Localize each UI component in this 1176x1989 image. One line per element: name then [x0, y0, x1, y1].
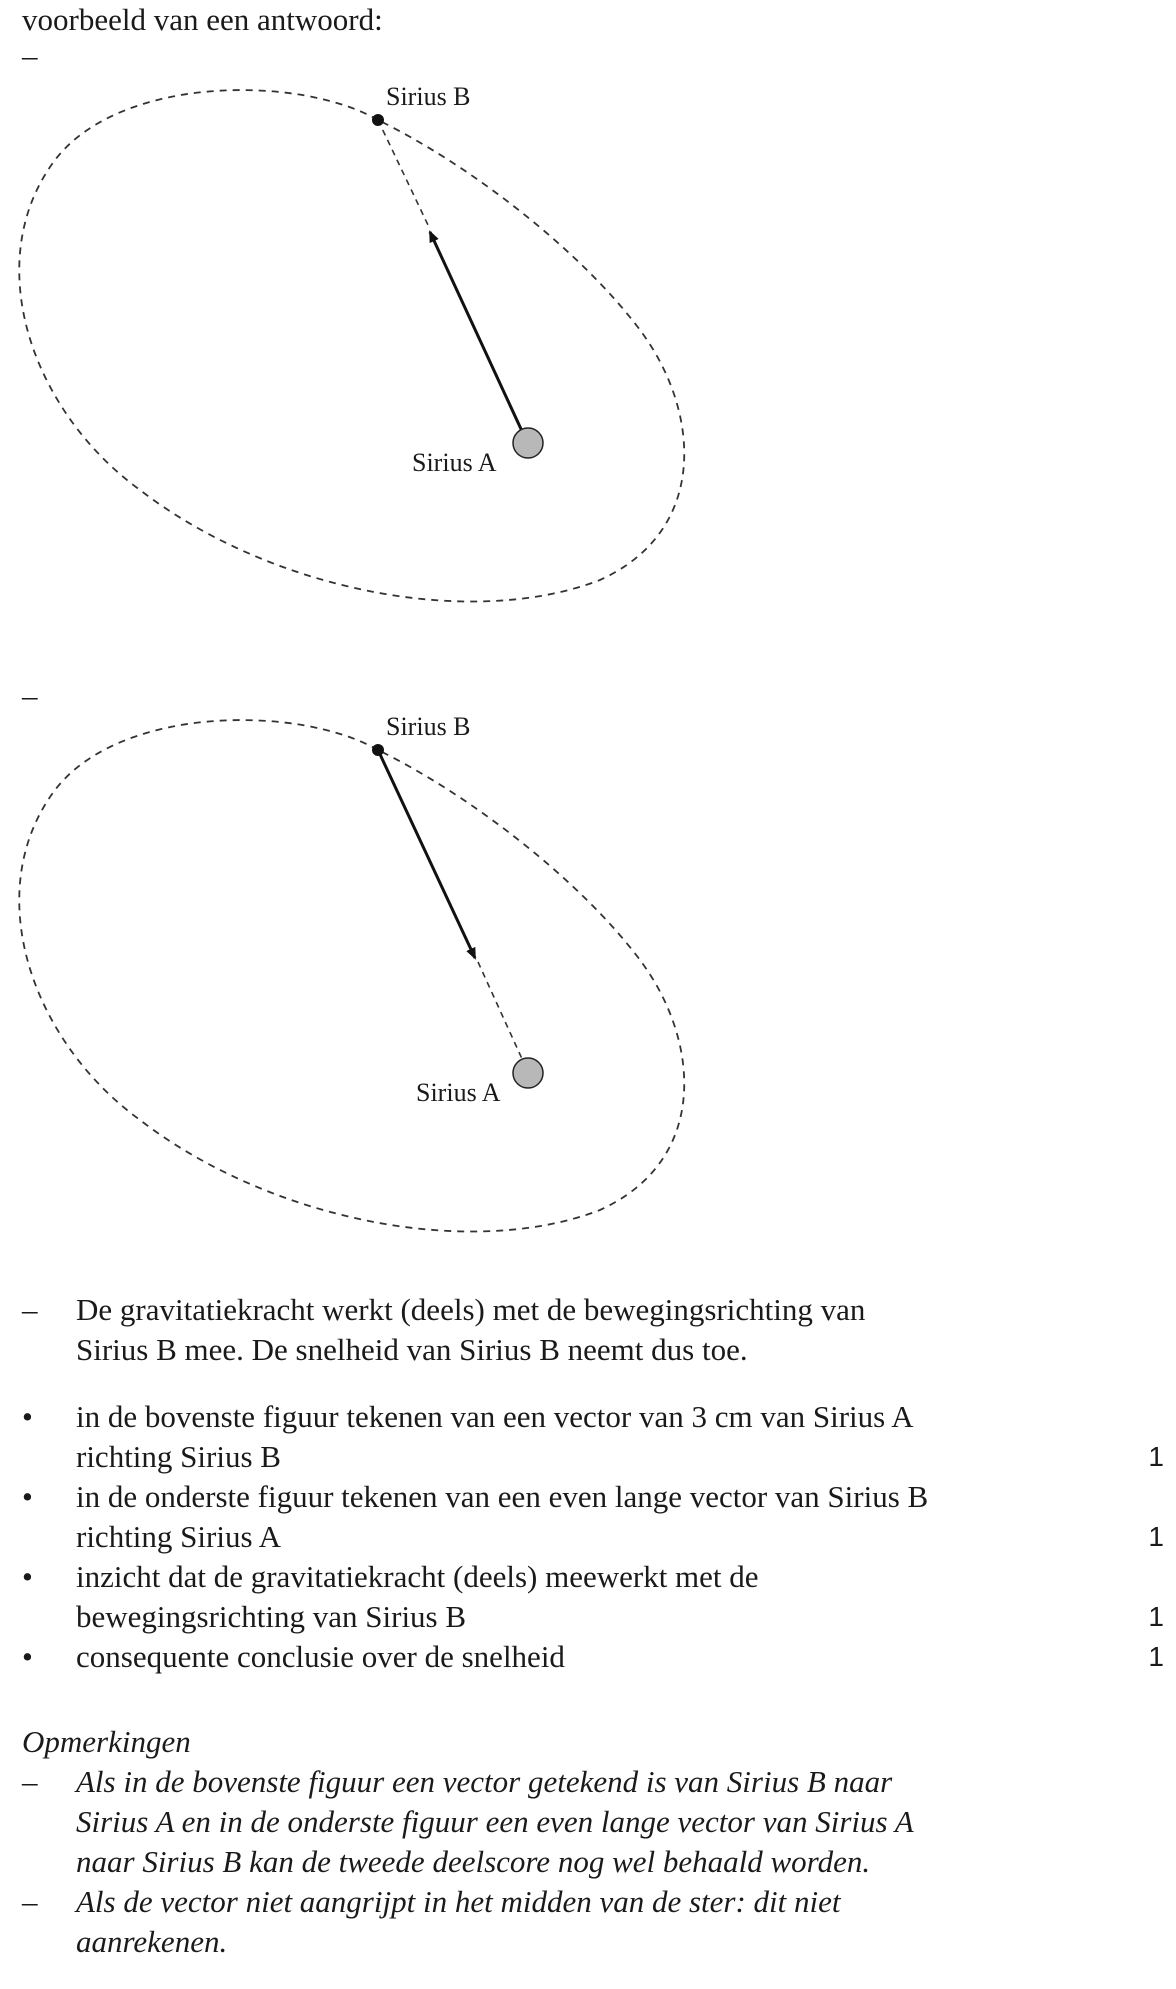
- dash-marker-top-figure: –: [22, 38, 38, 73]
- orbit-diagram-top: [0, 70, 720, 640]
- sirius-b-label: Sirius B: [386, 82, 471, 111]
- criterion-score: 1: [1148, 1641, 1164, 1672]
- criterion-item: [0, 1557, 1176, 1637]
- gravity-vector-arrow: [378, 750, 475, 958]
- conclusion-block: [0, 1290, 1176, 1370]
- bullet-marker: •: [22, 1559, 33, 1594]
- remark-dash: –: [22, 1884, 38, 1919]
- remark-line-2: aanrekenen.: [76, 1924, 228, 1959]
- dash-marker-bottom-figure: –: [22, 678, 38, 713]
- orbit-figure-bottom: [0, 700, 720, 1270]
- criterion-line-1: in de bovenste figuur tekenen van een vector van 3 cm van Sirius A: [76, 1399, 914, 1434]
- connector-line: [478, 962, 528, 1072]
- bullet-marker: •: [22, 1479, 33, 1514]
- gravity-vector-arrow: [430, 232, 527, 442]
- remark-line-1: Als de vector niet aangrijpt in het midden van de ster: dit niet: [76, 1884, 841, 1919]
- criterion-line-2: bewegingsrichting van Sirius B: [76, 1599, 467, 1634]
- criterion-line-2: richting Sirius B: [76, 1439, 281, 1474]
- remark-item: [0, 1762, 1176, 1882]
- bullet-marker: •: [22, 1399, 33, 1434]
- sirius-b-label: Sirius B: [386, 712, 471, 741]
- remark-line-1: Als in de bovenste figuur een vector getekend is van Sirius B naar: [76, 1764, 893, 1799]
- criterion-score: 1: [1148, 1521, 1164, 1552]
- conclusion-line-1: De gravitatiekracht werkt (deels) met de bewegingsrichting van: [76, 1292, 866, 1327]
- sirius-a-star: [513, 1058, 543, 1088]
- criterion-line-2: richting Sirius A: [76, 1519, 281, 1554]
- orbit-figure-top: [0, 70, 720, 640]
- remark-line-2: Sirius A en in de onderste figuur een even lange vector van Sirius A: [76, 1804, 914, 1839]
- intro-text: voorbeeld van een antwoord:: [22, 2, 383, 37]
- criterion-item: [0, 1397, 1176, 1477]
- sirius-b-star: [372, 744, 384, 756]
- criterion-score: 1: [1148, 1601, 1164, 1632]
- sirius-b-star: [372, 114, 384, 126]
- remarks-section: [0, 1712, 1176, 1982]
- criterion-line-1: consequente conclusie over de snelheid: [76, 1639, 565, 1674]
- scoring-criteria-list: [0, 1397, 1176, 1697]
- remark-item: [0, 1882, 1176, 1962]
- conclusion-dash: –: [22, 1292, 38, 1327]
- sirius-a-label: Sirius A: [412, 448, 497, 477]
- bullet-marker: •: [22, 1639, 33, 1674]
- criterion-item: [0, 1637, 1176, 1677]
- criterion-item: [0, 1477, 1176, 1557]
- criterion-line-1: in de onderste figuur tekenen van een even lange vector van Sirius B: [76, 1479, 929, 1514]
- remarks-heading: Opmerkingen: [22, 1724, 191, 1759]
- orbit-path: [19, 90, 684, 601]
- connector-line: [378, 120, 428, 225]
- remark-dash: –: [22, 1764, 38, 1799]
- remark-line-3: naar Sirius B kan de tweede deelscore nog wel behaald worden.: [76, 1844, 871, 1879]
- conclusion-line-2: Sirius B mee. De snelheid van Sirius B neemt dus toe.: [76, 1332, 748, 1367]
- criterion-score: 1: [1148, 1441, 1164, 1472]
- criterion-line-1: inzicht dat de gravitatiekracht (deels) meewerkt met de: [76, 1559, 759, 1594]
- orbit-diagram-bottom: [0, 700, 720, 1270]
- sirius-a-star: [513, 428, 543, 458]
- orbit-path: [19, 720, 684, 1231]
- sirius-a-label: Sirius A: [416, 1078, 501, 1107]
